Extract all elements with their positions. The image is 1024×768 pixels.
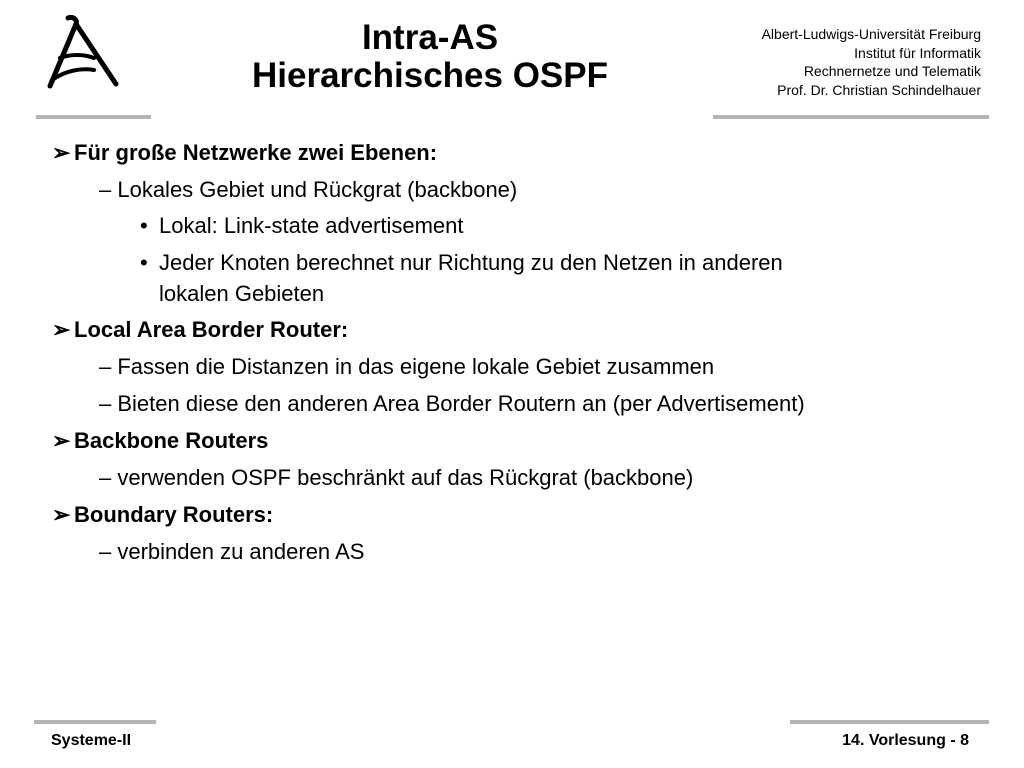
bullet-level-3: [140, 213, 464, 239]
slide-title-line-1: Intra-AS: [361, 18, 499, 57]
arrowhead-bullet-icon: ➢: [52, 317, 71, 342]
bullet-continuation: [159, 281, 324, 307]
bullet-text: lokalen Gebieten: [159, 281, 325, 306]
bullet-level-2: [99, 539, 364, 565]
dot-bullet-icon: •: [140, 213, 148, 238]
bullet-text: Für große Netzwerke zwei Ebenen:: [74, 140, 438, 165]
bullet-level-1: [52, 502, 273, 528]
bullet-text: Boundary Routers:: [74, 502, 274, 527]
bullet-level-2: [99, 465, 693, 491]
bullet-text: – verwenden OSPF beschränkt auf das Rückgrat (backbone): [99, 465, 694, 490]
dot-bullet-icon: •: [140, 250, 148, 275]
arrowhead-bullet-icon: ➢: [52, 140, 71, 165]
bullet-level-1: [52, 140, 437, 166]
bullet-level-2: [99, 354, 714, 380]
bullet-level-3: [140, 250, 783, 276]
institution-line: Albert-Ludwigs-Universität Freiburg: [761, 26, 981, 42]
institution-line: Institut für Informatik: [854, 44, 981, 61]
bullet-text: – verbinden zu anderen AS: [99, 539, 365, 564]
bullet-text: Jeder Knoten berechnet nur Richtung zu den Netzen in anderen: [159, 250, 783, 275]
bullet-level-2: [99, 391, 805, 417]
footer-rule-left: [34, 720, 156, 724]
bullet-level-2: [99, 177, 517, 203]
arrowhead-bullet-icon: ➢: [52, 428, 71, 453]
institution-line: Rechnernetze und Telematik: [803, 63, 981, 79]
bullet-level-1: [52, 317, 348, 343]
bullet-text: – Fassen die Distanzen in das eigene lokale Gebiet zusammen: [99, 354, 715, 379]
institution-line: Prof. Dr. Christian Schindelhauer: [777, 81, 981, 98]
bullet-level-1: [52, 428, 268, 454]
bullet-text: – Lokales Gebiet und Rückgrat (backbone): [99, 177, 518, 202]
footer-page-number: 14. Vorlesung - 8: [842, 732, 969, 749]
bullet-text: Backbone Routers: [74, 428, 269, 453]
arrowhead-bullet-icon: ➢: [52, 502, 71, 527]
footer-rule-right: [790, 720, 989, 724]
bullet-text: Lokal: Link-state advertisement: [159, 213, 464, 238]
bullet-text: Local Area Border Router:: [74, 317, 349, 342]
bullet-text: – Bieten diese den anderen Area Border Routern an (per Advertisement): [99, 391, 805, 416]
footer-course-name: Systeme-II: [51, 732, 132, 749]
slide-title-line-2: Hierarchisches OSPF: [252, 56, 608, 95]
